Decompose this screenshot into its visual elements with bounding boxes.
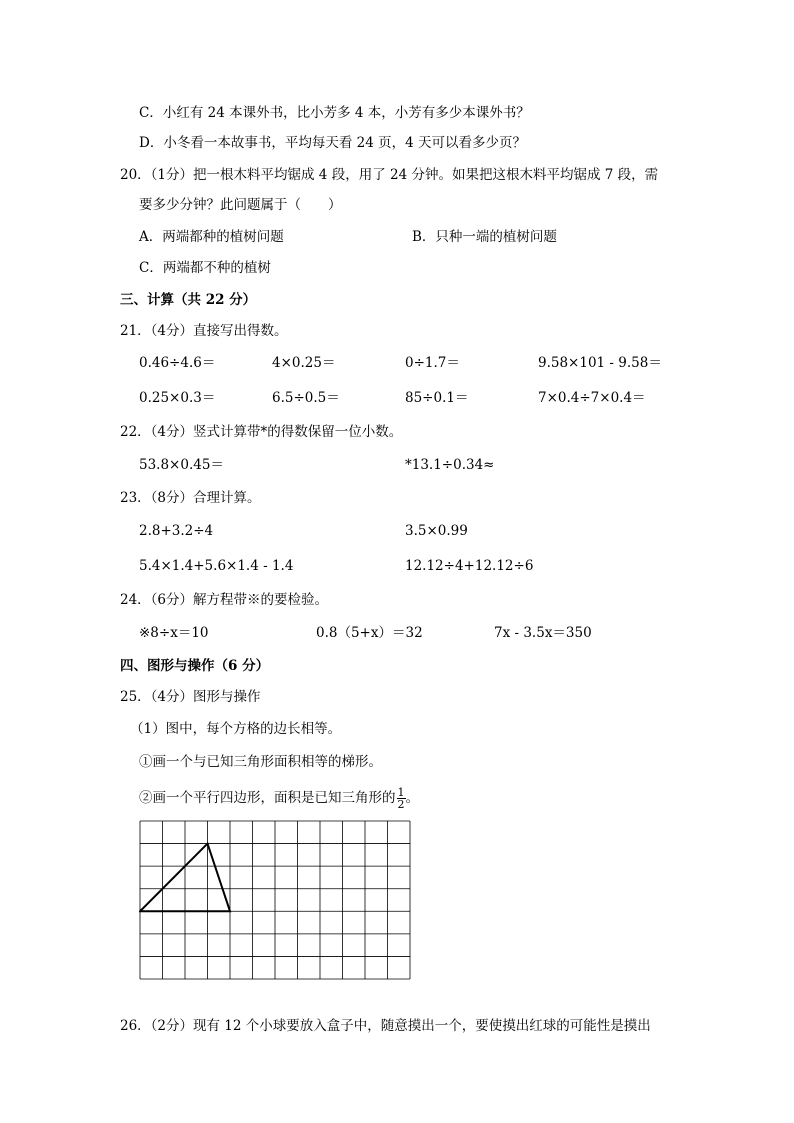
q20-option-a: A．两端都种的植树问题 <box>139 229 284 245</box>
q21-r2-c1: 0.25×0.3＝ <box>139 390 216 406</box>
q24-stem: 24．（6分）解方程带※的要检验。 <box>120 592 329 608</box>
q23-item-1: 2.8+3.2÷4 <box>139 523 214 539</box>
q25-task2 <box>139 787 419 810</box>
fraction-denominator: 2 <box>397 798 405 811</box>
q25-sub1: （1）图中，每个方格的边长相等。 <box>130 721 342 737</box>
q20-option-c: C．两端都不种的植树 <box>139 260 271 276</box>
q25-task2-prefix: ②画一个平行四边形，面积是已知三角形的 <box>139 790 396 806</box>
q21-stem: 21．（4分）直接写出得数。 <box>120 323 288 339</box>
q23-stem: 23．（8分）合理计算。 <box>120 490 261 506</box>
q20-stem-line1: 20．（1分）把一根木料平均锯成 4 段，用了 24 分钟。如果把这根木料平均锯成 7 段，需 <box>120 167 659 183</box>
q21-r2-c2: 6.5÷0.5＝ <box>272 390 340 406</box>
q21-r1-c4: 9.58×101 - 9.58＝ <box>538 355 662 371</box>
one-half-fraction <box>397 787 406 810</box>
q23-item-2: 3.5×0.99 <box>405 523 468 539</box>
q22-stem: 22．（4分）竖式计算带*的得数保留一位小数。 <box>120 424 403 440</box>
section-3-title: 三、计算（共 22 分） <box>120 292 257 308</box>
q23-item-4: 12.12÷4+12.12÷6 <box>405 558 534 574</box>
q21-r2-c4: 7×0.4÷7×0.4＝ <box>538 390 646 406</box>
square-grid <box>139 820 411 980</box>
fraction-numerator: 1 <box>397 786 405 799</box>
q20-stem-line2: 要多少分钟？此问题属于（ ） <box>139 197 342 213</box>
q25-task2-suffix: 。 <box>405 790 419 806</box>
q22-item-1: 53.8×0.45＝ <box>139 457 224 473</box>
grid-svg <box>139 820 411 980</box>
q19-option-c: C．小红有 24 本课外书，比小芳多 4 本，小芳有多少本课外书？ <box>139 105 530 121</box>
q25-stem: 25．（4分）图形与操作 <box>120 689 261 705</box>
q21-r1-c3: 0÷1.7＝ <box>405 355 460 371</box>
q19-option-d: D．小冬看一本故事书，平均每天看 24 页，4 天可以看多少页？ <box>139 135 526 151</box>
q25-task1: ①画一个与已知三角形面积相等的梯形。 <box>139 754 382 770</box>
q24-item-1: ※8÷x＝10 <box>139 625 209 641</box>
q21-r1-c1: 0.46÷4.6＝ <box>139 355 216 371</box>
q21-r2-c3: 85÷0.1＝ <box>405 390 469 406</box>
q23-item-3: 5.4×1.4+5.6×1.4 - 1.4 <box>139 558 294 574</box>
q24-item-3: 7x - 3.5x＝350 <box>494 625 592 641</box>
q20-option-b: B．只种一端的植树问题 <box>412 229 557 245</box>
q22-item-2: *13.1÷0.34≈ <box>405 457 495 473</box>
q21-r1-c2: 4×0.25＝ <box>272 355 336 371</box>
section-4-title: 四、图形与操作（6 分） <box>120 658 270 674</box>
q24-item-2: 0.8（5+x）＝32 <box>316 625 423 641</box>
q26-stem-line1: 26．（2分）现有 12 个小球要放入盒子中，随意摸出一个，要使摸出红球的可能性是摸出 <box>120 1018 651 1034</box>
